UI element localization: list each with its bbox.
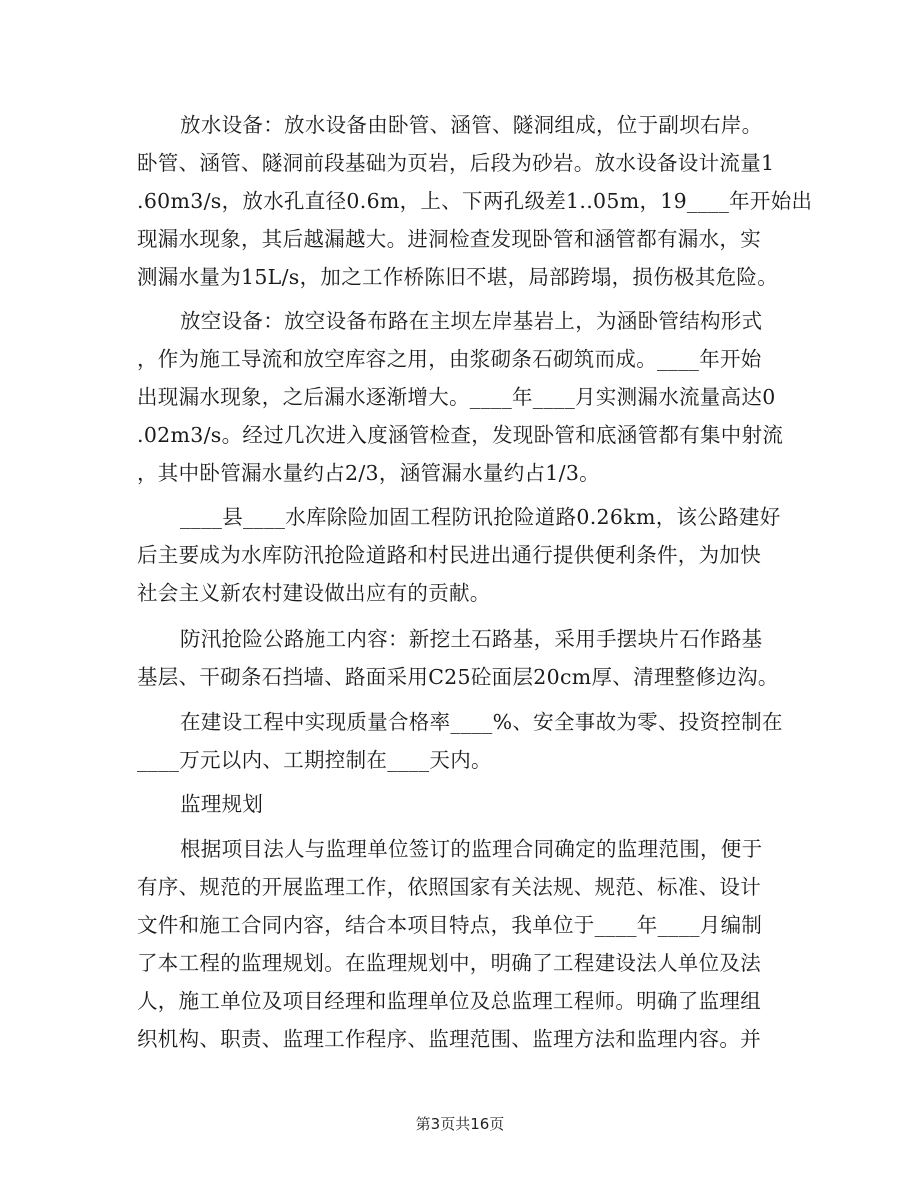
text-line: 了本工程的监理规划。在监理规划中，明确了工程建设法人单位及法 [137,951,761,975]
text-line: 放空设备：放空设备布路在主坝左岸基岩上，为涵卧管结构形式 [180,309,763,333]
text-line: ，其中卧管漏水量约占2/3，涵管漏水量约占1/3。 [137,461,600,485]
text-line: 在建设工程中实现质量合格率____%、安全事故为零、投资控制在 [180,710,783,734]
text-line: 出现漏水现象，之后漏水逐渐增大。____年____月实测漏水流量高达0 [137,385,776,409]
text-line: 测漏水量为15L/s，加之工作桥陈旧不堪，局部跨塌，损伤极其危险。 [137,265,779,289]
text-line: 防汛抢险公路施工内容：新挖土石路基，采用手摆块片石作路基 [180,627,763,651]
text-line: 现漏水现象，其后越漏越大。进洞检查发现卧管和涵管都有漏水，实 [137,227,761,251]
text-line: 根据项目法人与监理单位签订的监理合同确定的监理范围，便于 [180,837,763,861]
text-line: 后主要成为水库防汛抢险道路和村民进出通行提供便利条件，为加快 [137,543,761,567]
page-number: 第3页共16页 [415,1115,505,1133]
text-line: ____万元以内、工期控制在____天内。 [137,748,492,772]
text-line: 放水设备：放水设备由卧管、涵管、隧洞组成，位于副坝右岸。 [180,113,763,137]
text-line: 社会主义新农村建设做出应有的贡献。 [137,581,491,605]
text-line: 有序、规范的开展监理工作，依照国家有关法规、规范、标准、设计 [137,875,761,899]
text-line: ____县____水库除险加固工程防讯抢险道路0.26km，该公路建好 [180,505,781,529]
text-line: .02m3/s。经过几次进入度涵管检查，发现卧管和底涵管都有集中射流 [137,423,784,447]
text-line: 织机构、职责、监理工作程序、监理范围、监理方法和监理内容。并 [137,1027,761,1051]
section-heading: 监理规划 [180,792,264,816]
text-line: 卧管、涵管、隧洞前段基础为页岩，后段为砂岩。放水设备设计流量1 [137,151,775,175]
text-line: 文件和施工合同内容，结合本项目特点，我单位于____年____月编制 [137,913,763,937]
text-line: 基层、干砌条石挡墙、路面采用C25砼面层20cm厚、清理整修边沟。 [137,665,779,689]
text-line: ，作为施工导流和放空库容之用，由浆砌条石砌筑而成。____年开始 [137,347,762,371]
text-line: 人，施工单位及项目经理和监理单位及总监理工程师。明确了监理组 [137,989,761,1013]
text-line: .60m3/s，放水孔直径0.6m，上、下两孔级差1..05m，19____年开始出 [137,189,813,213]
